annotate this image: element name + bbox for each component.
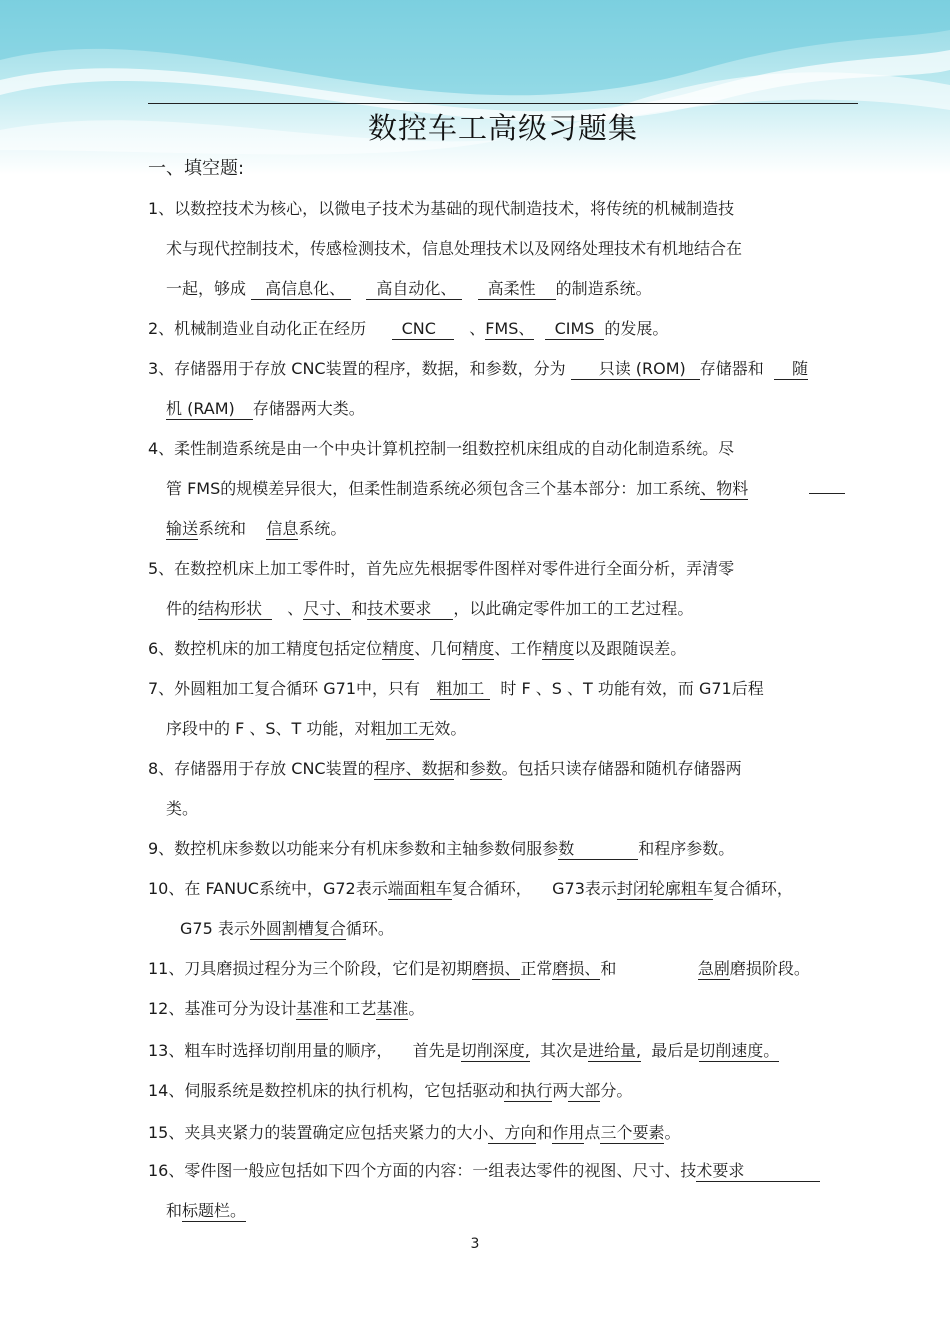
q6-answer-1: 精度 — [382, 639, 415, 658]
q12-text-end: 。 — [408, 999, 425, 1018]
q12-answer-1: 基准 — [296, 999, 329, 1018]
q2-answer-3: CIMS — [545, 319, 605, 340]
header-banner — [0, 0, 950, 175]
q11-answer-3: 急剧 — [697, 959, 730, 978]
q6-text-m2: 、工作 — [494, 639, 543, 658]
q9-line — [148, 838, 734, 860]
q2-text-end: 的发展。 — [604, 319, 669, 338]
q4-line2 — [166, 478, 845, 500]
q7-line1 — [148, 678, 764, 700]
q14-line — [148, 1080, 632, 1102]
q10-text-end: 复合循环， — [712, 879, 793, 898]
q10-answer-2: 封闭轮廓粗车 — [616, 879, 713, 898]
q7-text: 7、外圆粗加工复合循环 G71中，只有 — [148, 679, 421, 698]
q15-text-end: 。 — [664, 1123, 681, 1142]
q13-line — [148, 1040, 779, 1062]
q16-answer-1: 术要求 — [696, 1161, 820, 1182]
q1-answer-3: 高柔性 — [478, 279, 556, 300]
q5-answer-1: 结构形状 — [198, 599, 272, 620]
q13-answer-2: 进给量, — [588, 1041, 642, 1060]
q12-line — [148, 998, 424, 1020]
q15-answer-3: 三个要素 — [600, 1123, 665, 1142]
q7-text-2: 序段中的 F 、S、T 功能，对粗 — [166, 719, 387, 738]
q7-answer-1: 粗加工 — [430, 679, 490, 700]
q1-line1: 1、以数控技术为核心，以微电子技术为基础的现代制造技术，将传统的机械制造技 — [148, 199, 735, 218]
q11-text-end: 磨损阶段。 — [729, 959, 810, 978]
q11-text-mid: 正常 — [520, 959, 553, 978]
q10-text-2end: 循环。 — [345, 919, 394, 938]
q14-answer-2: 大部 — [568, 1081, 601, 1100]
q7-text-end: 时 F 、S 、T 功能有效，而 G71后程 — [500, 679, 764, 698]
q16-line1 — [148, 1160, 820, 1182]
q3-answer-2b: 机 (RAM) — [166, 399, 253, 420]
q12-text-mid: 和工艺 — [328, 999, 377, 1018]
q8-text-mid: 和 — [453, 759, 470, 778]
q8-answer-2: 数据 — [421, 759, 454, 778]
q3-line1 — [148, 358, 808, 380]
q1-line3 — [166, 278, 652, 300]
q9-text-end: 和程序参数。 — [638, 839, 735, 858]
q7-answer-2: 加工无 — [386, 719, 435, 738]
q10-answer-1: 端面粗车 — [387, 879, 452, 898]
q12-text: 12、基准可分为设计 — [148, 999, 297, 1018]
q5-text-end: ，以此确定零件加工的工艺过程。 — [453, 599, 694, 618]
q14-answer-1: 和执行 — [504, 1081, 553, 1100]
q15-answer-1: 、方向 — [488, 1123, 537, 1142]
q15-text-mid2: 点 — [584, 1123, 601, 1142]
q9-answer-1: 数 — [558, 839, 638, 860]
title-rule — [148, 103, 858, 104]
q8-line1 — [148, 758, 742, 780]
q3-text-end: 存储器两大类。 — [252, 399, 365, 418]
q3-text-mid: 存储器和 — [699, 359, 764, 378]
wave-decoration — [0, 0, 950, 175]
q4-blank — [809, 493, 845, 494]
q11-text: 11、刀具磨损过程分为三个阶段，它们是初期 — [148, 959, 473, 978]
q6-answer-2: 精度 — [462, 639, 495, 658]
page-title: 数控车工高级习题集 — [367, 111, 638, 145]
q2-answer-1: CNC — [392, 319, 454, 340]
q10-text: 10、在 FANUC系统中，G72表示 — [148, 879, 388, 898]
q2-answer-2: FMS、 — [485, 319, 535, 338]
q16-answer-2: 标题栏。 — [182, 1201, 247, 1220]
q1-text-end: 的制造系统。 — [555, 279, 652, 298]
q12-answer-2: 基准 — [376, 999, 409, 1018]
q1-answer-1: 高信息化、 — [251, 279, 351, 300]
q14-text-mid: 两 — [552, 1081, 569, 1100]
q5-answer-2: 尺寸、 — [303, 599, 352, 618]
q5-text: 件的 — [166, 599, 199, 618]
q4-text-mid: 系统和 — [198, 519, 252, 538]
q10-line2 — [180, 918, 394, 940]
q14-text: 14、伺服系统是数控机床的执行机构，它包括驱动 — [148, 1081, 505, 1100]
q7-line2 — [166, 718, 466, 740]
q4-text: 管 FMS的规模差异很大，但柔性制造系统必须包含三个基本部分：加工系统 — [166, 479, 701, 498]
q4-text-end: 系统。 — [298, 519, 347, 538]
q5-line1: 5、在数控机床上加工零件时，首先应先根据零件图样对零件进行全面分析，弄清零 — [148, 559, 735, 578]
q13-answer-3: 切削速度。 — [699, 1041, 780, 1060]
q3-answer-2: 随 — [774, 359, 808, 380]
q11-line — [148, 958, 810, 980]
q13-text: 13、粗车时选择切削用量的顺序， 首先是 — [148, 1041, 461, 1060]
q15-text: 15、夹具夹紧力的装置确定应包括夹紧力的大小 — [148, 1123, 489, 1142]
q8-line2: 类。 — [166, 799, 199, 818]
q16-text-2: 和 — [166, 1201, 183, 1220]
q13-answer-1: 切削深度, — [460, 1041, 530, 1060]
q15-text-mid: 和 — [536, 1123, 553, 1142]
q10-text-mid: 复合循环， G73表示 — [451, 879, 617, 898]
q4-answer-2: 输送 — [166, 519, 199, 538]
q7-text-2end: 效。 — [434, 719, 467, 738]
q15-line — [148, 1122, 680, 1144]
q6-text-m1: 、几何 — [414, 639, 463, 658]
q4-line3 — [166, 518, 346, 540]
q4-line1: 4、柔性制造系统是由一个中央计算机控制一组数控机床组成的自动化制造系统。尽 — [148, 439, 735, 458]
q13-text-mid2: 最后是 — [641, 1041, 700, 1060]
section-heading: 一、填空题: — [148, 158, 245, 179]
q5-line2 — [166, 598, 693, 620]
q3-text: 3、存储器用于存放 CNC装置的程序，数据，和参数，分为 — [148, 359, 566, 378]
q13-text-mid: 其次是 — [529, 1041, 588, 1060]
q3-answer-1: 只读 (ROM) — [571, 359, 700, 380]
q8-text: 8、存储器用于存放 CNC装置的 — [148, 759, 374, 778]
q5-text-mid: 和 — [351, 599, 368, 618]
q5-sep: 、 — [287, 599, 304, 618]
q5-answer-3: 技术要求 — [367, 599, 453, 620]
q11-text-mid2: 和 — [600, 959, 617, 978]
q11-answer-2: 磨损、 — [552, 959, 601, 978]
q6-text: 6、数控机床的加工精度包括定位 — [148, 639, 383, 658]
q10-line1 — [148, 878, 793, 900]
q16-text: 16、零件图一般应包括如下四个方面的内容：一组表达零件的视图、尺寸、技 — [148, 1161, 697, 1180]
q3-line2 — [166, 398, 365, 420]
q16-line2 — [166, 1200, 246, 1222]
q14-text-end: 分。 — [600, 1081, 633, 1100]
q6-answer-3: 精度 — [542, 639, 575, 658]
q1-answer-2: 高自动化、 — [366, 279, 462, 300]
q1-text: 一起，够成 — [166, 279, 252, 298]
q15-answer-2: 作用 — [552, 1123, 585, 1142]
q2-sep: 、 — [469, 319, 486, 338]
page-number: 3 — [470, 1236, 480, 1252]
q8-answer-3: 参数 — [469, 759, 502, 778]
q8-answer-1: 程序、 — [373, 759, 422, 778]
q11-answer-1: 磨损、 — [472, 959, 521, 978]
q4-answer-3: 信息 — [266, 519, 299, 538]
q2-line — [148, 318, 668, 340]
q8-text-end: 。包括只读存储器和随机存储器两 — [501, 759, 742, 778]
q1-line2: 术与现代控制技术，传感检测技术，信息处理技术以及网络处理技术有机地结合在 — [166, 239, 743, 258]
q4-answer-1: 、物料 — [700, 479, 749, 498]
q2-text: 2、机械制造业自动化正在经历 — [148, 319, 367, 338]
q6-line — [148, 638, 686, 660]
q6-text-end: 以及跟随误差。 — [574, 639, 687, 658]
q10-answer-3: 外圆割槽复合 — [249, 919, 346, 938]
q9-text: 9、数控机床参数以功能来分有机床参数和主轴参数伺服参 — [148, 839, 559, 858]
q10-text-2: G75 表示 — [180, 919, 250, 938]
